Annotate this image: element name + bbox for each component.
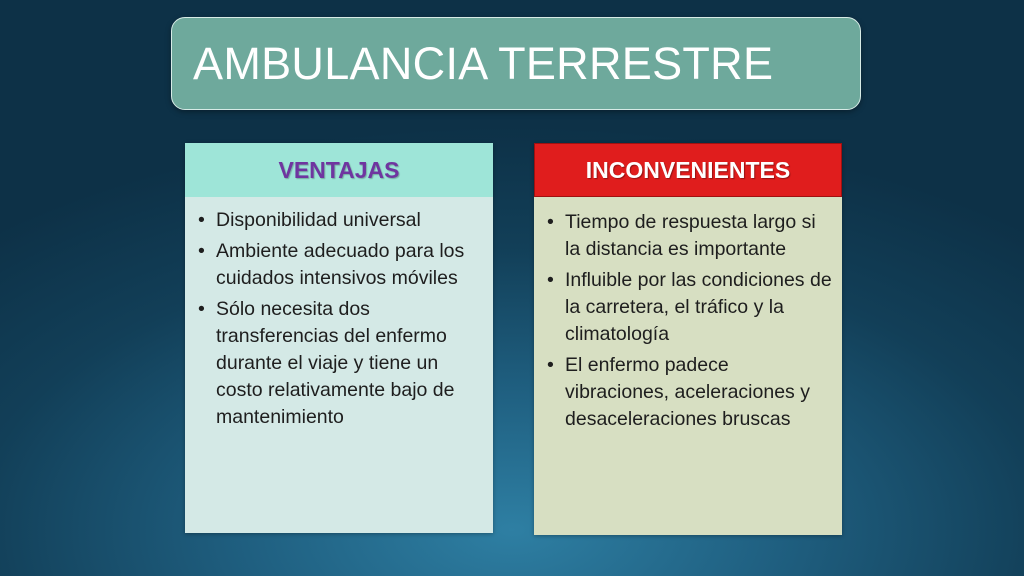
ventajas-header-label: VENTAJAS — [278, 156, 400, 183]
list-item-text: El enfermo padece vibraciones, aceleraciones y desaceleraciones bruscas — [565, 354, 810, 430]
inconvenientes-header — [534, 143, 842, 197]
bullet-icon: • — [547, 354, 554, 376]
title-box — [171, 17, 861, 110]
bullet-icon: • — [198, 240, 205, 262]
list-item-text: Tiempo de respuesta largo si la distancia es importante — [565, 211, 816, 260]
list-item-text: Disponibilidad universal — [216, 209, 421, 231]
list-item — [534, 267, 842, 348]
bullet-icon: • — [198, 298, 205, 320]
list-item — [185, 238, 493, 292]
inconvenientes-panel — [534, 143, 842, 535]
list-item — [534, 209, 842, 263]
inconvenientes-list — [534, 209, 842, 437]
list-item-text: Ambiente adecuado para los cuidados intensivos móviles — [216, 240, 465, 289]
ventajas-header — [185, 143, 493, 197]
list-item — [185, 207, 493, 234]
ventajas-panel — [185, 143, 493, 533]
list-item — [185, 296, 493, 431]
inconvenientes-header-label: INCONVENIENTES — [585, 156, 791, 183]
bullet-icon: • — [547, 211, 554, 233]
list-item-text: Sólo necesita dos transferencias del enfermo durante el viaje y tiene un costo relativamente bajo de mantenimiento — [216, 298, 455, 428]
bullet-icon: • — [198, 209, 205, 231]
ventajas-list — [185, 207, 493, 435]
bullet-icon: • — [547, 269, 554, 291]
slide-title: AMBULANCIA TERRESTRE — [193, 38, 774, 89]
list-item-text: Influible por las condiciones de la carretera, el tráfico y la climatología — [565, 269, 832, 345]
list-item — [534, 352, 842, 433]
